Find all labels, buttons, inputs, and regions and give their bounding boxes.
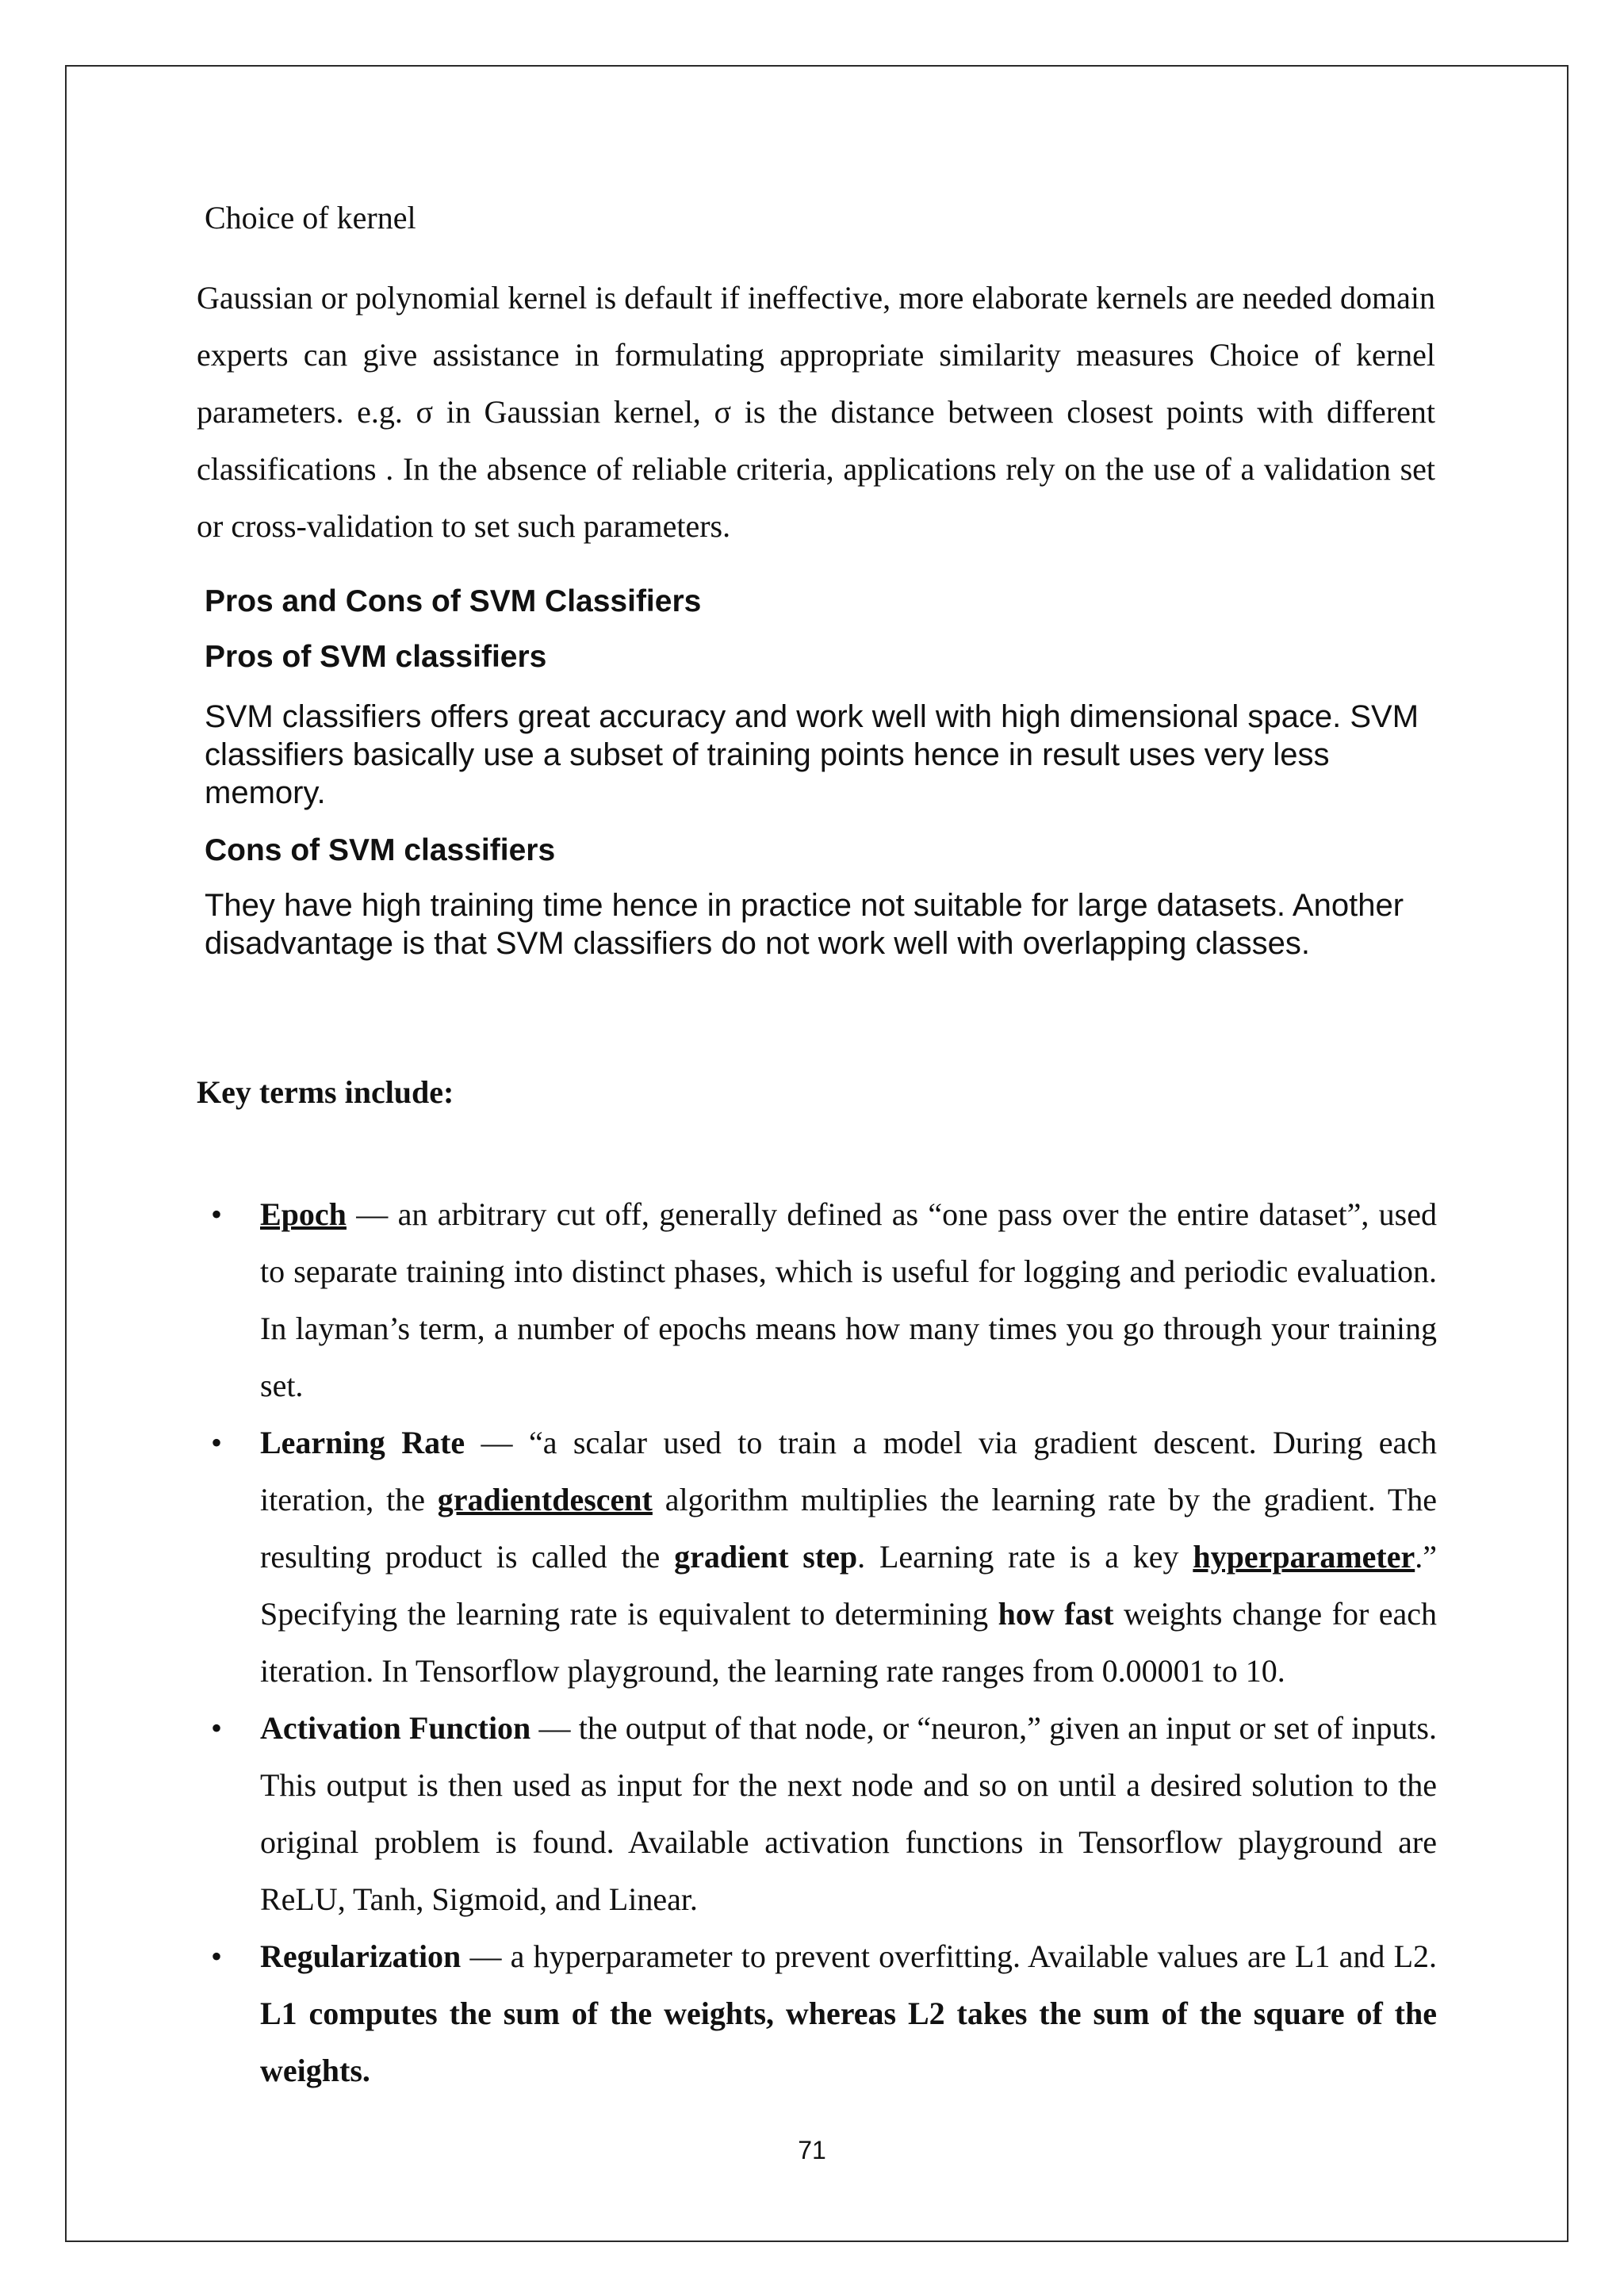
kernel-paragraph: Gaussian or polynomial kernel is default if ineffective, more elaborate kernels are needed domain experts can give assistance in formulating appropriate similarity measures Choice of kernel parameters. e.g. σ in Gaussian kernel, σ is the distance between closest points with different classifications . In the absence of reliable criteria, applications rely on the use of a validation set or cross-validation to set such parameters. xyxy=(197,280,1435,544)
term-learning-rate: Learning Rate xyxy=(260,1425,465,1460)
bullet-icon: • xyxy=(211,1425,223,1460)
regularization-bold-note: L1 computes the sum of the weights, whereas L2 takes the sum of the square of the weights. xyxy=(260,1996,1437,2088)
bullet-icon: • xyxy=(211,1710,223,1746)
key-terms-list xyxy=(197,1186,1437,2099)
bullet-icon: • xyxy=(211,1196,223,1232)
cons-heading: Cons of SVM classifiers xyxy=(205,833,556,867)
term-epoch: Epoch xyxy=(260,1196,347,1232)
how-fast-term: how fast xyxy=(998,1596,1114,1632)
list-item-activation-function xyxy=(197,1700,1437,1928)
learning-rate-text-3: . Learning rate is a key xyxy=(857,1539,1193,1575)
hyperparameter-link[interactable]: hyperparameter xyxy=(1193,1539,1415,1575)
gradientdescent-link[interactable]: gradientdescent xyxy=(437,1482,653,1517)
gradient-step-term: gradient step xyxy=(674,1539,858,1575)
list-item-learning-rate xyxy=(197,1414,1437,1700)
cons-text: They have high training time hence in practice not suitable for large datasets. Another disadvantage is that SVM classifiers do not work well with overlapping classes. xyxy=(205,888,1404,961)
page-number: 71 xyxy=(798,2136,826,2164)
bullet-icon: • xyxy=(211,1938,223,1974)
activation-definition: — the output of that node, or “neuron,” given an input or set of inputs. This output is then used as input for the next node and so on until a desired solution to the original problem is found. Available activation functions in Tensorflow playground are ReLU, Tanh, Sigmoid, and Linear. xyxy=(260,1710,1437,1917)
learning-rate-text-2: algorithm multiplies the learning rate by the gradient. The resulting product is called the xyxy=(260,1482,1438,1575)
regularization-definition: — a hyperparameter to prevent overfitting. Available values are L1 and L2. xyxy=(461,1938,1437,1974)
learning-rate-text-4: .” Specifying the learning rate is equivalent to determining xyxy=(260,1539,1437,1632)
kernel-heading: Choice of kernel xyxy=(205,200,416,235)
list-item-regularization xyxy=(197,1928,1437,2099)
pros-cons-heading: Pros and Cons of SVM Classifiers xyxy=(205,584,702,618)
pros-text: SVM classifiers offers great accuracy and work well with high dimensional space. SVM classifiers basically use a subset of training points hence in result uses very less memory. xyxy=(205,699,1419,810)
epoch-definition: — an arbitrary cut off, generally defined as “one pass over the entire dataset”, used to separate training into distinct phases, which is useful for logging and periodic evaluation. In layman’s term, a number of epochs means how many times you go through your training set. xyxy=(260,1196,1437,1403)
learning-rate-text-5: weights change for each iteration. In Tensorflow playground, the learning rate ranges from 0.00001 to 10. xyxy=(260,1596,1438,1689)
term-activation-function: Activation Function xyxy=(260,1710,531,1746)
key-terms-heading: Key terms include: xyxy=(197,1074,454,1110)
learning-rate-text-1: — “a scalar used to train a model via gradient descent. During each iteration, the xyxy=(260,1425,1437,1517)
list-item-epoch xyxy=(197,1186,1437,1414)
pros-heading: Pros of SVM classifiers xyxy=(205,640,547,674)
term-regularization: Regularization xyxy=(260,1938,462,1974)
